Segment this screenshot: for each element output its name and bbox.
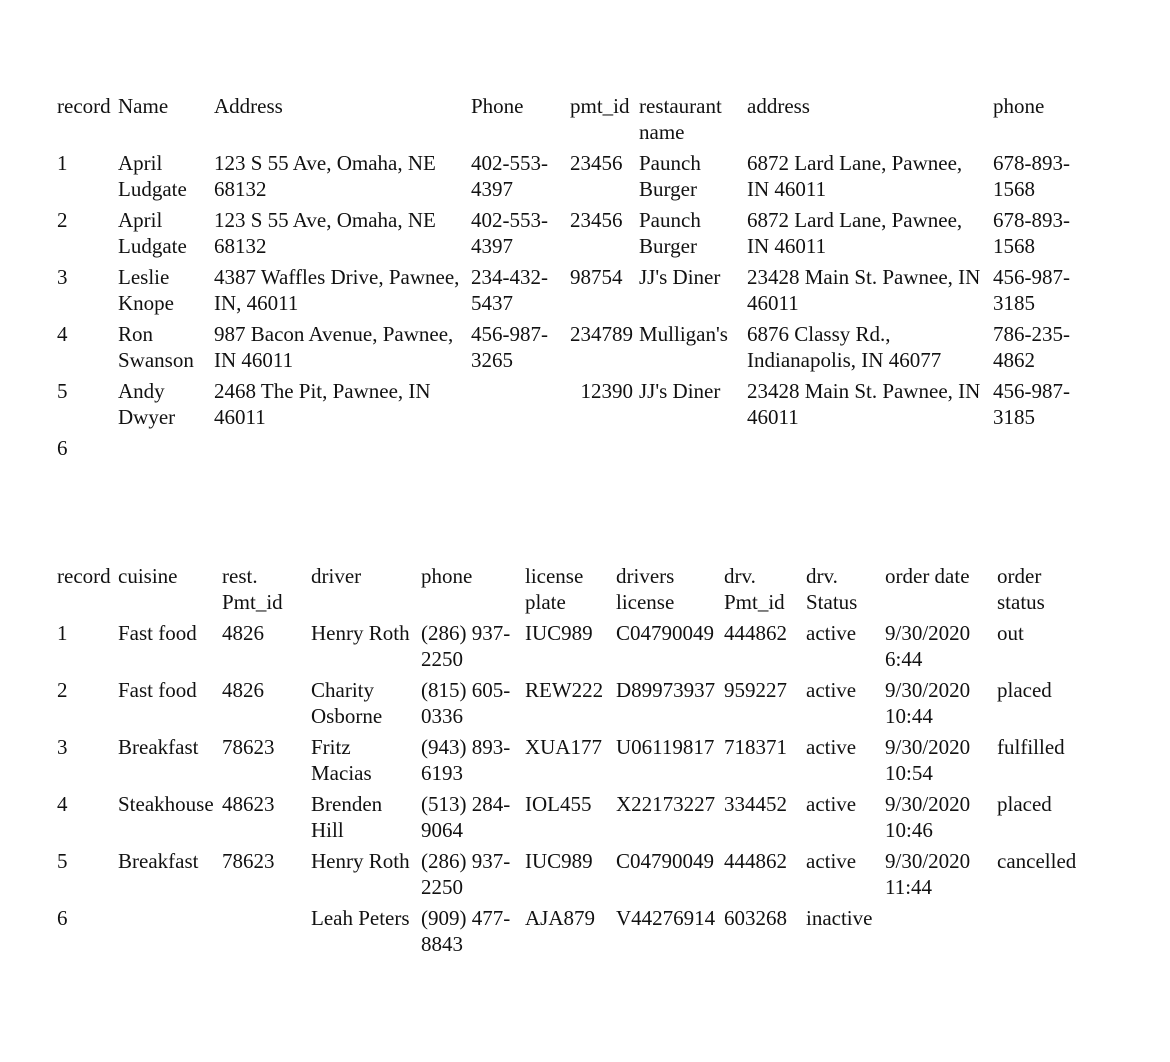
table-cell: 1	[57, 621, 68, 645]
table-cell: Paunch Burger	[639, 151, 701, 201]
table-cell: placed	[997, 792, 1052, 816]
column-header-restaurant-name: restaurant name	[639, 94, 722, 144]
column-header-license-plate: license plate	[525, 564, 584, 614]
column-header-name: Name	[118, 94, 169, 118]
table-cell: 444862	[724, 621, 787, 645]
table-cell: C04790049	[616, 621, 715, 645]
table-cell	[639, 435, 747, 466]
table-cell: 959227	[724, 678, 787, 702]
table-cell: 23428 Main St. Pawnee, IN 46011	[747, 379, 981, 429]
table-cell: active	[806, 849, 857, 873]
table-cell: active	[806, 621, 857, 645]
table-cell: Andy Dwyer	[118, 379, 176, 429]
table-cell: 12390	[580, 379, 633, 403]
table-cell: 4	[57, 792, 68, 816]
table-cell: Brenden Hill	[311, 792, 383, 842]
table-cell: 6	[57, 906, 68, 930]
column-header-order-status: order status	[997, 564, 1045, 614]
table-row	[57, 321, 1081, 378]
table-cell: Fast food	[118, 621, 197, 645]
table-cell: 2	[57, 678, 68, 702]
table-cell: 9/30/2020 11:44	[885, 849, 971, 899]
table-cell	[570, 435, 639, 466]
column-header-driver: driver	[311, 564, 362, 588]
table-cell: Ron Swanson	[118, 322, 194, 372]
table-cell: D89973937	[616, 678, 716, 702]
table-row	[57, 435, 1081, 466]
table-cell: 78623	[222, 735, 275, 759]
table-cell: Breakfast	[118, 849, 199, 873]
table-cell: April Ludgate	[118, 208, 187, 258]
table-cell: fulfilled	[997, 735, 1065, 759]
table-cell: 444862	[724, 849, 787, 873]
table-row	[57, 378, 1081, 435]
table-row	[57, 905, 1087, 962]
table-cell: (909) 477-8843	[421, 906, 511, 956]
table-cell: Leslie Knope	[118, 265, 174, 315]
table-cell: U06119817	[616, 735, 715, 759]
table-cell: Henry Roth	[311, 849, 410, 873]
table-cell: (286) 937-2250	[421, 621, 511, 671]
table-cell	[471, 435, 570, 466]
table-cell: 786-235-4862	[993, 322, 1070, 372]
table-cell: 4	[57, 322, 68, 346]
table-cell: 1	[57, 151, 68, 175]
table-cell: AJA879	[525, 906, 596, 930]
table-row	[57, 620, 1087, 677]
driver-orders-table	[57, 563, 1087, 962]
table-cell	[118, 905, 222, 962]
table-cell: active	[806, 735, 857, 759]
table-cell: Leah Peters	[311, 906, 410, 930]
table-cell: 234-432-5437	[471, 265, 548, 315]
table-cell: Paunch Burger	[639, 208, 701, 258]
table-cell: 3	[57, 265, 68, 289]
table-cell: 9/30/2020 10:54	[885, 735, 971, 785]
column-header-rest-pmt-id: rest. Pmt_id	[222, 564, 283, 614]
column-header-order-date: order date	[885, 564, 970, 588]
table-cell	[993, 435, 1081, 466]
column-header-drivers-license: drivers license	[616, 564, 675, 614]
table-cell: (286) 937-2250	[421, 849, 511, 899]
table-cell: IOL455	[525, 792, 592, 816]
column-header-driver-phone: phone	[421, 564, 473, 588]
table-cell: active	[806, 792, 857, 816]
table-cell: 6	[57, 436, 68, 460]
table-cell: cancelled	[997, 849, 1077, 873]
table-cell: JJ's Diner	[639, 265, 721, 289]
table-cell: IUC989	[525, 849, 593, 873]
column-header-restaurant-phone: phone	[993, 94, 1045, 118]
table-cell: C04790049	[616, 849, 715, 873]
table-cell: 23428 Main St. Pawnee, IN 46011	[747, 265, 981, 315]
table-cell: Fritz Macias	[311, 735, 372, 785]
table-cell: 456-987-3265	[471, 322, 548, 372]
column-header-record: record	[57, 94, 111, 118]
table-cell: 78623	[222, 849, 275, 873]
table-cell: Steakhouse	[118, 792, 214, 816]
table-cell: 98754	[570, 265, 623, 289]
table-cell: 48623	[222, 792, 275, 816]
table-cell: 9/30/2020 10:46	[885, 792, 971, 842]
table-row	[57, 791, 1087, 848]
table-cell: inactive	[806, 906, 873, 930]
table-cell: Mulligan's	[639, 322, 728, 346]
column-header-pmt-id: pmt_id	[570, 94, 630, 118]
table-cell: 4826	[222, 678, 264, 702]
table-cell: active	[806, 678, 857, 702]
table-cell: 678-893-1568	[993, 151, 1070, 201]
table-cell: 4387 Waffles Drive, Pawnee, IN, 46011	[214, 265, 460, 315]
table-header-row	[57, 563, 1087, 620]
table-cell	[885, 905, 997, 962]
column-header-restaurant-address: address	[747, 94, 810, 118]
table-cell: 4826	[222, 621, 264, 645]
table-cell	[997, 905, 1087, 962]
table-cell: 2	[57, 208, 68, 232]
column-header-drv-pmt-id: drv. Pmt_id	[724, 564, 785, 614]
column-header-cuisine: cuisine	[118, 564, 178, 588]
table-row	[57, 150, 1081, 207]
table-cell: 5	[57, 849, 68, 873]
table-row	[57, 207, 1081, 264]
table-cell: 6872 Lard Lane, Pawnee, IN 46011	[747, 208, 963, 258]
table-cell: REW222	[525, 678, 604, 702]
column-header-address: Address	[214, 94, 283, 118]
table-cell: Breakfast	[118, 735, 199, 759]
customer-orders-table	[57, 93, 1081, 466]
table-cell: 6872 Lard Lane, Pawnee, IN 46011	[747, 151, 963, 201]
column-header-record: record	[57, 564, 111, 588]
table-cell: out	[997, 621, 1024, 645]
table-cell: 5	[57, 379, 68, 403]
table-cell: 2468 The Pit, Pawnee, IN 46011	[214, 379, 431, 429]
table-cell: 603268	[724, 906, 787, 930]
table-cell	[747, 435, 993, 466]
table-cell: XUA177	[525, 735, 602, 759]
table-cell: 456-987-3185	[993, 379, 1070, 429]
table-cell: (513) 284-9064	[421, 792, 511, 842]
table-header-row	[57, 93, 1081, 150]
column-header-phone: Phone	[471, 94, 524, 118]
table-cell: 23456	[570, 151, 623, 175]
table-cell: JJ's Diner	[639, 379, 721, 403]
table-cell: (943) 893-6193	[421, 735, 511, 785]
table-cell: V44276914	[616, 906, 716, 930]
table-cell: 123 S 55 Ave, Omaha, NE 68132	[214, 208, 436, 258]
table-row	[57, 848, 1087, 905]
table-cell: (815) 605-0336	[421, 678, 511, 728]
table-cell: Charity Osborne	[311, 678, 383, 728]
table-cell: 456-987-3185	[993, 265, 1070, 315]
table-cell: Fast food	[118, 678, 197, 702]
table-cell	[118, 435, 214, 466]
table-cell: 234789	[570, 322, 633, 346]
table-cell: 402-553-4397	[471, 208, 548, 258]
table-cell: 9/30/2020 10:44	[885, 678, 971, 728]
table-cell: 334452	[724, 792, 787, 816]
table-cell: 402-553-4397	[471, 151, 548, 201]
table-cell: X22173227	[616, 792, 716, 816]
table-cell: 718371	[724, 735, 787, 759]
table-cell: 678-893-1568	[993, 208, 1070, 258]
table-cell: Henry Roth	[311, 621, 410, 645]
table-row	[57, 677, 1087, 734]
table-cell: 987 Bacon Avenue, Pawnee, IN 46011	[214, 322, 454, 372]
table-cell: 3	[57, 735, 68, 759]
table-row	[57, 734, 1087, 791]
table-cell: 6876 Classy Rd., Indianapolis, IN 46077	[747, 322, 942, 372]
table-cell	[214, 435, 471, 466]
table-cell: 123 S 55 Ave, Omaha, NE 68132	[214, 151, 436, 201]
table-cell	[471, 378, 570, 435]
table-cell: 23456	[570, 208, 623, 232]
table-cell: placed	[997, 678, 1052, 702]
table-row	[57, 264, 1081, 321]
column-header-drv-status: drv. Status	[806, 564, 858, 614]
table-cell: IUC989	[525, 621, 593, 645]
table-cell: 9/30/2020 6:44	[885, 621, 971, 671]
table-cell: April Ludgate	[118, 151, 187, 201]
table-cell	[222, 905, 311, 962]
